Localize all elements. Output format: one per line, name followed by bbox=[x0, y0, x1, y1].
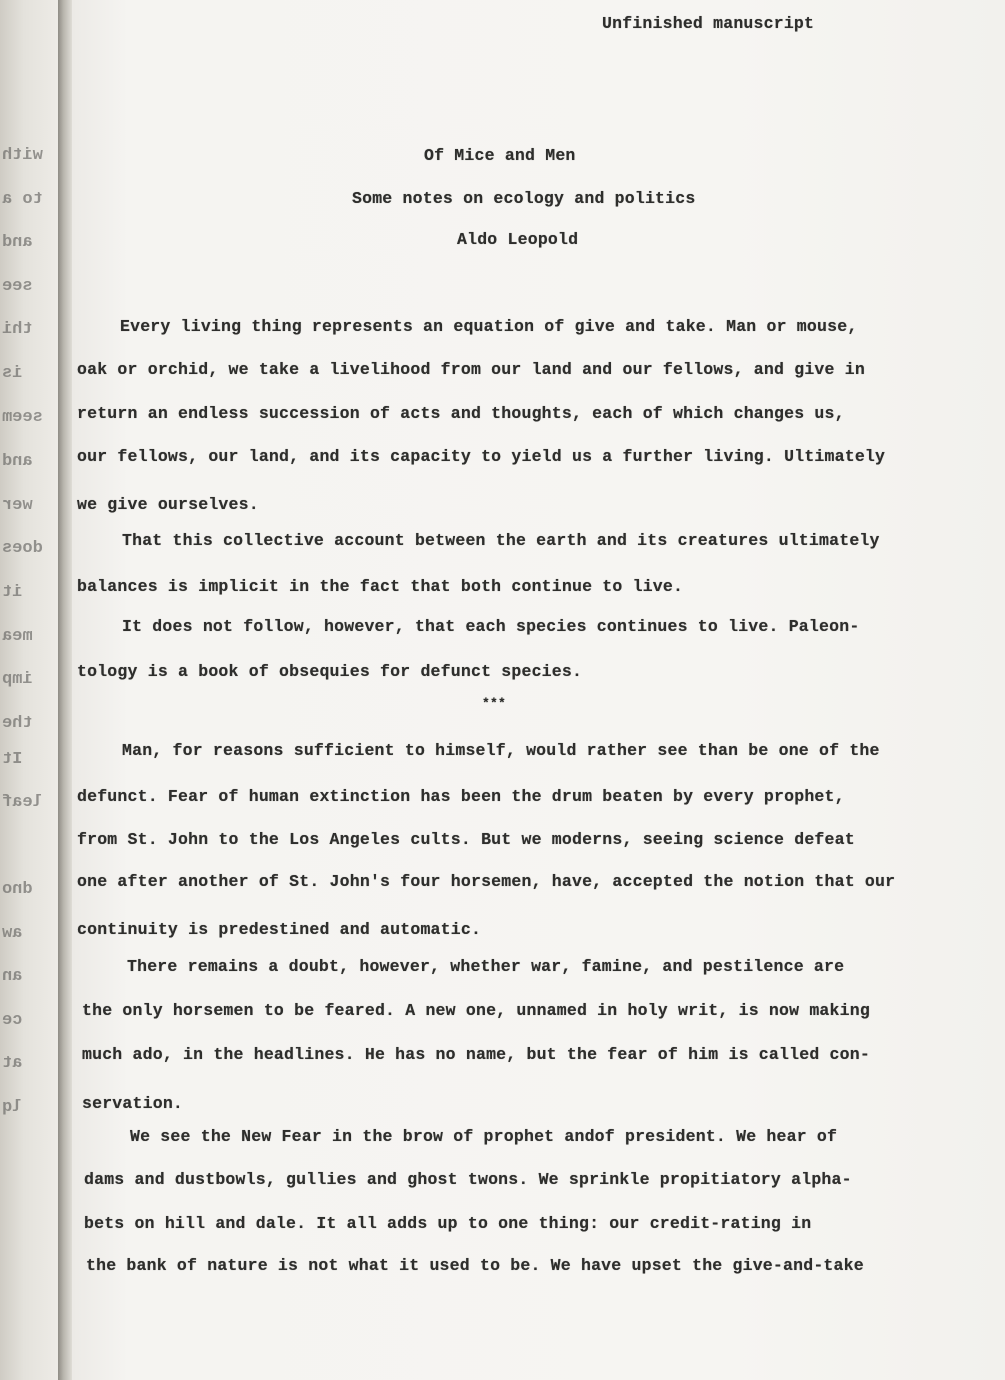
body-line: dams and dustbowls, gullies and ghost twons. We sprinkle propitiatory alpha- bbox=[84, 1170, 852, 1189]
facing-page-fragment: does bbox=[2, 539, 43, 558]
facing-page-fragment: lq bbox=[2, 1098, 23, 1117]
body-line: balances is implicit in the fact that both continue to live. bbox=[77, 577, 684, 596]
body-line: Every living thing represents an equation of give and take. Man or mouse, bbox=[120, 317, 858, 336]
body-line: the bank of nature is not what it used to be. We have upset the give-and-take bbox=[86, 1256, 864, 1275]
body-line: tology is a book of obsequies for defunct species. bbox=[77, 662, 583, 681]
body-line: It does not follow, however, that each species continues to live. Paleon- bbox=[122, 617, 860, 636]
body-line: the only horsemen to be feared. A new one, unnamed in holy writ, is now making bbox=[82, 1001, 870, 1020]
manuscript-page bbox=[72, 0, 1005, 1380]
body-line: continuity is predestined and automatic. bbox=[77, 920, 482, 939]
facing-page-fragment: an bbox=[2, 967, 23, 986]
body-line: from St. John to the Los Angeles cults. But we moderns, seeing science defeat bbox=[77, 830, 855, 849]
body-line: oak or orchid, we take a livelihood from our land and our fellows, and give in bbox=[77, 360, 865, 379]
facing-page-fragment: mea bbox=[2, 627, 33, 646]
facing-page-fragment: at bbox=[2, 1054, 23, 1073]
facing-page-fragment: dno bbox=[2, 880, 33, 899]
document-subtitle: Some notes on ecology and politics bbox=[352, 189, 696, 208]
body-line: much ado, in the headlines. He has no name, but the fear of him is called con- bbox=[82, 1045, 870, 1064]
body-line: We see the New Fear in the brow of prophet andof president. We hear of bbox=[130, 1127, 838, 1146]
facing-page-fragment: seem bbox=[2, 408, 43, 427]
facing-page-fragment: leaf bbox=[2, 793, 43, 812]
facing-page-fragment: and bbox=[2, 452, 33, 471]
body-line: Man, for reasons sufficient to himself, would rather see than be one of the bbox=[122, 741, 880, 760]
facing-page-fragment: and bbox=[2, 233, 33, 252]
facing-page-fragment: is bbox=[2, 364, 23, 383]
body-line: our fellows, our land, and its capacity to yield us a further living. Ultimately bbox=[77, 447, 886, 466]
document-title: Of Mice and Men bbox=[424, 146, 576, 165]
facing-page-fragment: thi bbox=[2, 320, 33, 339]
body-line: one after another of St. John's four horsemen, have, accepted the notion that our bbox=[77, 872, 896, 891]
facing-page-fragment: to a bbox=[2, 190, 43, 209]
facing-page-fragment: ce bbox=[2, 1011, 23, 1030]
facing-page-fragment: imp bbox=[2, 670, 33, 689]
body-line: we give ourselves. bbox=[77, 495, 259, 514]
facing-page-fragment: see bbox=[2, 277, 33, 296]
body-line: defunct. Fear of human extinction has been the drum beaten by every prophet, bbox=[77, 787, 845, 806]
header-note: Unfinished manuscript bbox=[602, 14, 815, 33]
facing-page bbox=[0, 0, 60, 1380]
body-line: There remains a doubt, however, whether war, famine, and pestilence are bbox=[127, 957, 845, 976]
facing-page-fragment: with bbox=[2, 146, 43, 165]
body-line: servation. bbox=[82, 1094, 184, 1113]
facing-page-fragment: It bbox=[2, 750, 23, 769]
facing-page-fragment: aw bbox=[2, 924, 23, 943]
body-line: That this collective account between the earth and its creatures ultimately bbox=[122, 531, 880, 550]
facing-page-fragment: wer bbox=[2, 496, 33, 515]
document-author: Aldo Leopold bbox=[457, 230, 579, 249]
facing-page-fragment: the bbox=[2, 714, 33, 733]
section-separator: *** bbox=[482, 696, 507, 711]
body-line: bets on hill and dale. It all adds up to one thing: our credit-rating in bbox=[84, 1214, 812, 1233]
body-line: return an endless succession of acts and thoughts, each of which changes us, bbox=[77, 404, 845, 423]
facing-page-fragment: it bbox=[2, 583, 23, 602]
